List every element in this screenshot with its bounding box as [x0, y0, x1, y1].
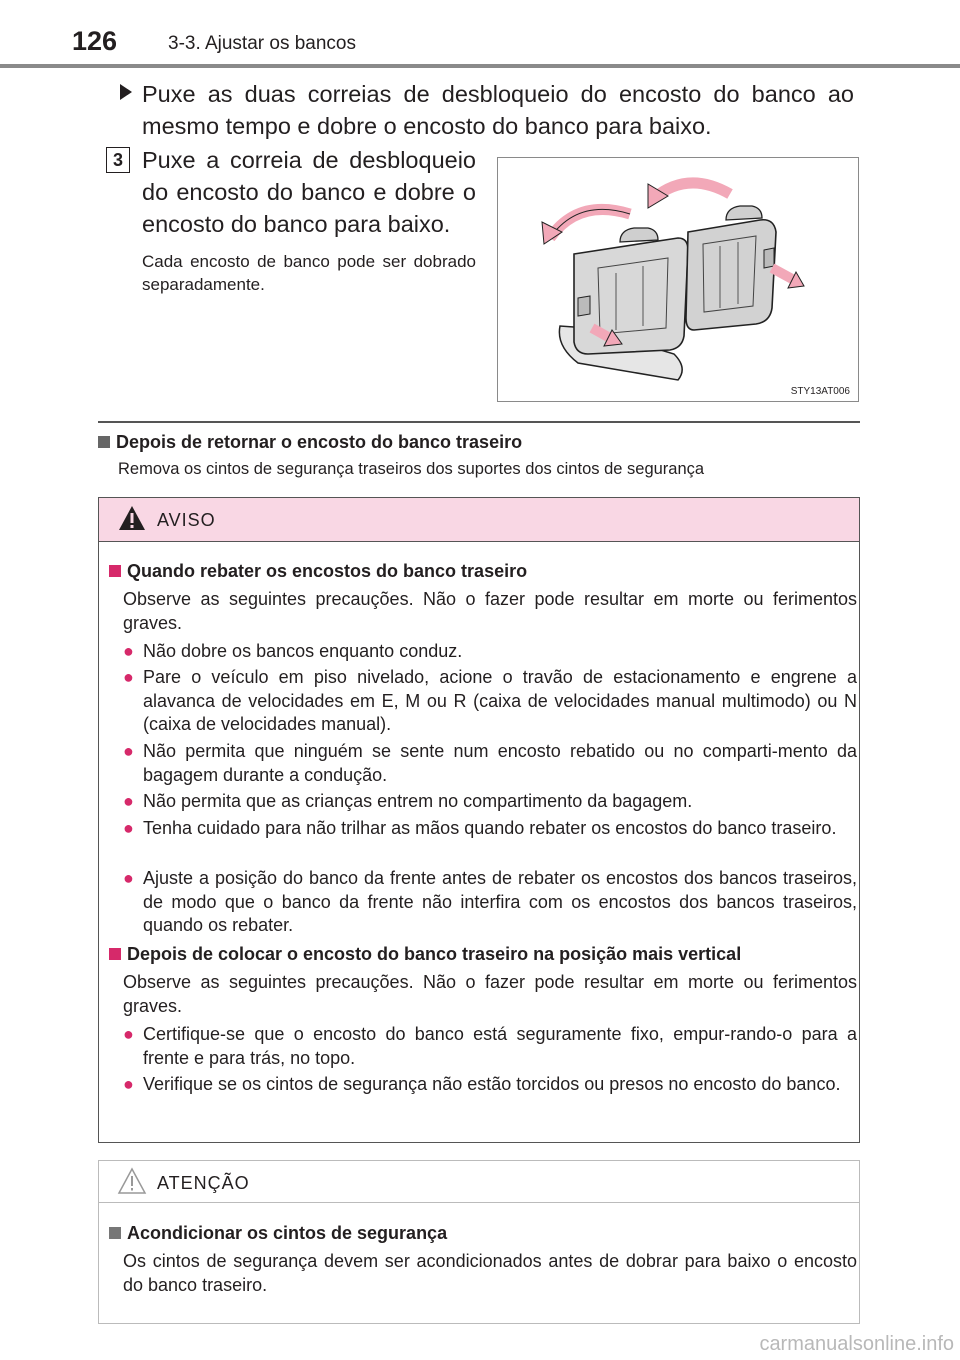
page-number: 126	[72, 26, 118, 56]
warning-section2-heading: Depois de colocar o encosto do banco traseiro na posição mais vertical	[109, 942, 741, 966]
warning-triangle-icon	[117, 504, 147, 537]
bullet-dot-icon: ●	[123, 818, 134, 838]
header-rule	[0, 64, 960, 68]
list-item: ● Certifique-se que o encosto do banco está seguramente fixo, empur-rando-o para a frente e para trás, no topo.	[123, 1024, 857, 1068]
warning-section1-heading: Quando rebater os encostos do banco traseiro	[109, 559, 527, 583]
bullet-dot-icon: ●	[123, 667, 134, 687]
list-item: ● Pare o veículo em piso nivelado, acione o travão de estacionamento e engrene a alavanca de velocidades em E, M ou R (caixa de velocidades manual multimodo) ou N (caixa de velocidades manual).	[123, 667, 857, 734]
rear-seat-icon	[498, 158, 858, 401]
warning-title: AVISO	[157, 510, 216, 530]
warning-box	[98, 497, 860, 1143]
watermark: carmanualsonline.info	[759, 1333, 954, 1355]
figure-code: STY13AT006	[790, 386, 850, 397]
step-instruction: Puxe as duas correias de desbloqueio do encosto do banco ao mesmo tempo e dobre o encosto do banco para baixo.	[142, 81, 854, 139]
list-item: ● Não permita que ninguém se sente num encosto rebatido ou no comparti-mento da bagagem durante a condução.	[123, 741, 857, 785]
after-return-text: Remova os cintos de segurança traseiros dos suportes dos cintos de segurança	[118, 460, 705, 478]
notice-text: Os cintos de segurança devem ser acondicionados antes de dobrar para baixo o encosto do banco traseiro.	[123, 1251, 857, 1295]
warning-header	[99, 498, 859, 542]
step3-instruction: Puxe a correia de desbloqueio do encosto do banco e dobre o encosto do banco para baixo.	[142, 147, 476, 237]
list-item: ● Ajuste a posição do banco da frente antes de rebater os encostos dos bancos traseiros, de modo que o banco da frente não interfira com os encostos dos bancos traseiros, quando os rebater.	[123, 868, 857, 935]
bullet-dot-icon: ●	[123, 641, 134, 661]
list-item: ● Tenha cuidado para não trilhar as mãos quando rebater os encostos do banco traseiro.	[123, 817, 857, 841]
warning-section1-intro: Observe as seguintes precauções. Não o fazer pode resultar em morte ou ferimentos graves.	[123, 589, 857, 633]
square-bullet-icon	[98, 436, 110, 448]
triangle-right-icon	[118, 83, 134, 106]
list-item: ● Não dobre os bancos enquanto conduz.	[123, 640, 857, 664]
list-item: ● Não permita que as crianças entrem no compartimento da bagagem.	[123, 790, 857, 814]
square-bullet-icon	[109, 1227, 121, 1239]
notice-heading: Acondicionar os cintos de segurança	[109, 1221, 447, 1245]
bullet-dot-icon: ●	[123, 741, 134, 761]
step3-note: Cada encosto de banco pode ser dobrado separadamente.	[142, 252, 476, 294]
bullet-dot-icon: ●	[123, 868, 134, 888]
notice-box	[98, 1160, 860, 1324]
page-header	[0, 0, 960, 70]
notice-title: ATENÇÃO	[157, 1173, 250, 1193]
after-return-heading: Depois de retornar o encosto do banco traseiro	[98, 432, 522, 453]
square-bullet-icon	[109, 565, 121, 577]
list-item: ● Verifique se os cintos de segurança não estão torcidos ou presos no encosto do banco.	[123, 1073, 857, 1097]
divider	[98, 421, 860, 423]
square-bullet-icon	[109, 948, 121, 960]
section-title: 3-3. Ajustar os bancos	[168, 33, 356, 54]
seat-folding-illustration	[497, 157, 859, 402]
caution-triangle-icon	[117, 1167, 147, 1200]
bullet-dot-icon: ●	[123, 791, 134, 811]
warning-section2-intro: Observe as seguintes precauções. Não o fazer pode resultar em morte ou ferimentos graves.	[123, 972, 857, 1016]
bullet-dot-icon: ●	[123, 1024, 134, 1044]
notice-header	[99, 1161, 859, 1203]
bullet-dot-icon: ●	[123, 1074, 134, 1094]
step-number-badge: 3	[106, 147, 130, 173]
